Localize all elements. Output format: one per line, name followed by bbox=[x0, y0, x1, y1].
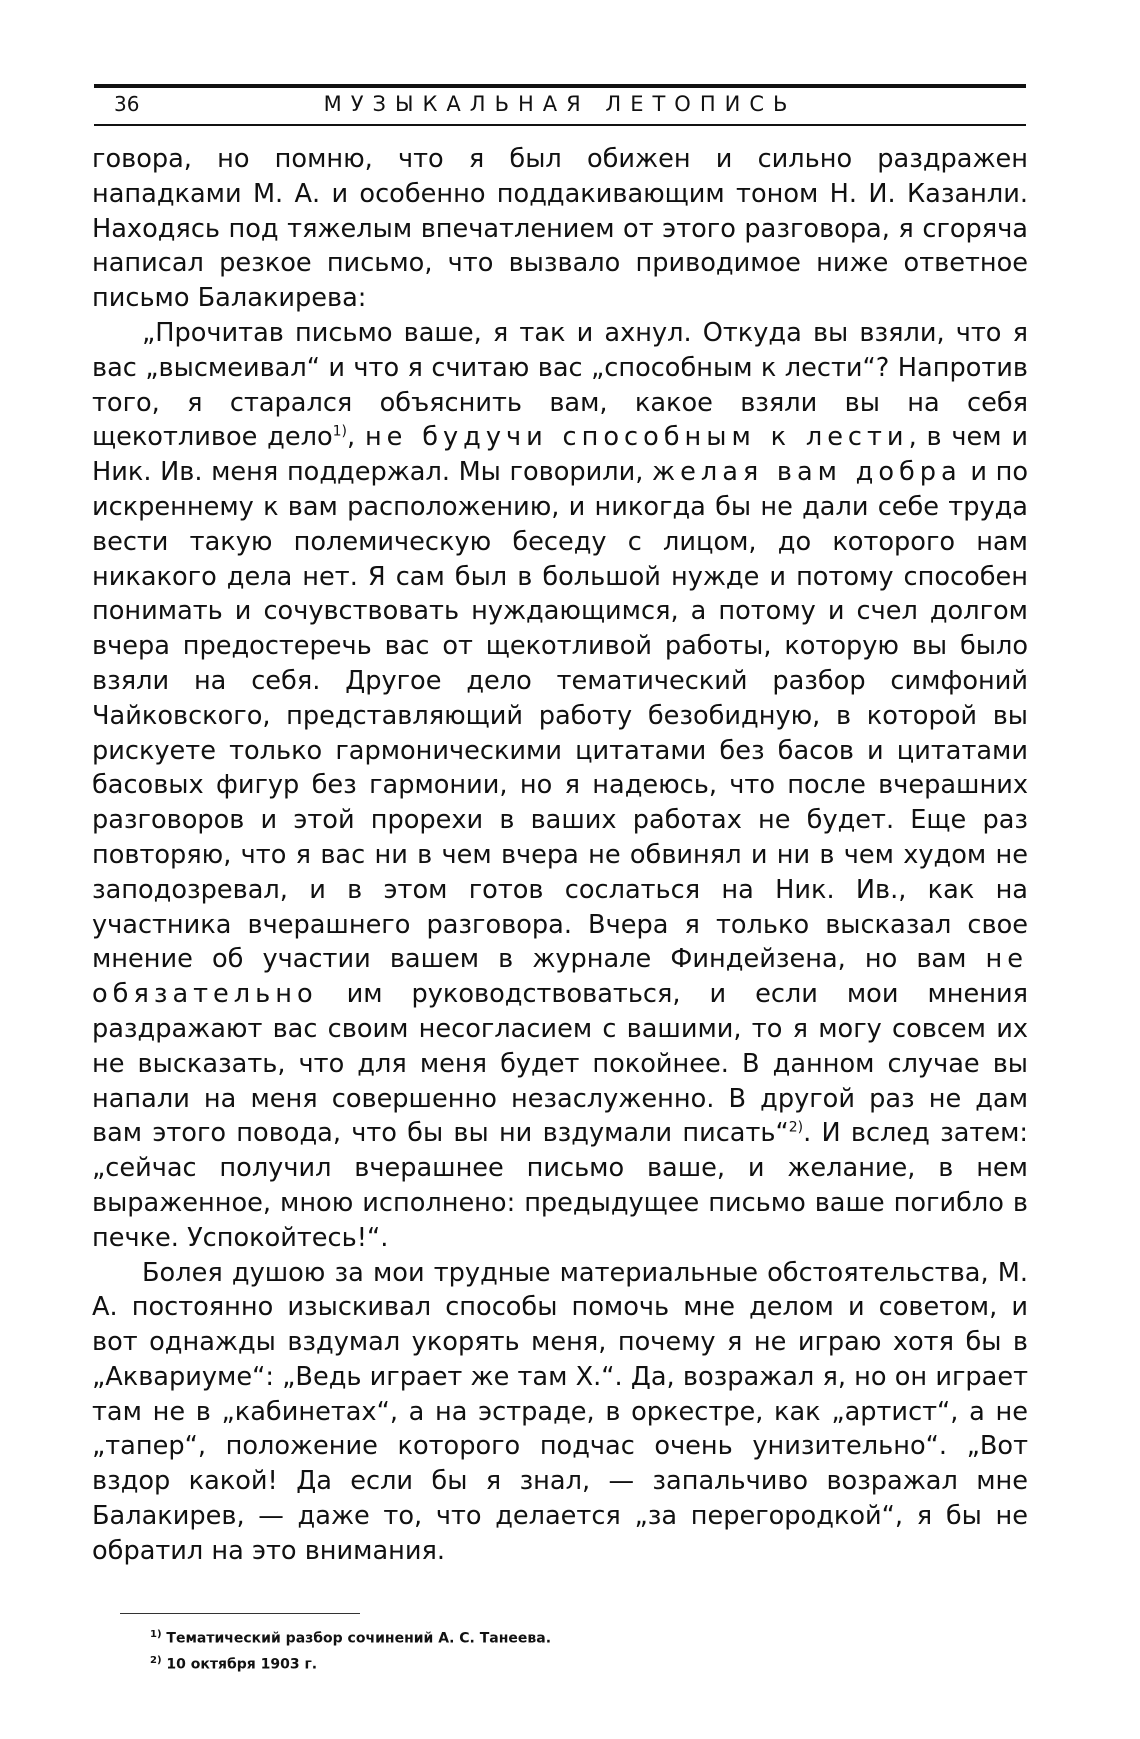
footnote-rule bbox=[120, 1613, 360, 1614]
footnotes bbox=[150, 1624, 850, 1675]
footnote-1-text: Тематический разбор сочинений А. С. Танеева. bbox=[166, 1630, 552, 1647]
page-number: 36 bbox=[114, 92, 140, 116]
footnote-ref-1: 1) bbox=[332, 423, 347, 440]
footnote-2-text: 10 октября 1903 г. bbox=[166, 1656, 318, 1673]
running-title: МУЗЫКАЛЬНАЯ ЛЕТОПИСЬ bbox=[323, 92, 797, 116]
footnote-2-mark: 2) bbox=[150, 1654, 162, 1666]
running-head bbox=[94, 92, 1026, 122]
header-top-rule bbox=[94, 84, 1026, 88]
paragraph-1: говора, но помню, что я был обижен и сильно раздражен нападками М. А. и особенно поддакивающим тоном Н. И. Казанли. Находясь под тяжелым впечатлением от этого разговора, я сгоряча написал резкое письмо, что вызвало приводимое ниже ответное письмо Балакирева: bbox=[92, 144, 1028, 314]
spaced-emphasis-2: желая вам добра bbox=[652, 457, 962, 488]
spaced-emphasis-1: не будучи способным к лести bbox=[364, 422, 909, 453]
letter-text-c: , в чем и Ник. Ив. меня поддержал. Мы говорили, bbox=[92, 422, 1028, 488]
letter-text-a: „Прочитав письмо ваше, я так и ахнул. Откуда вы взяли, что я вас „высмеивал“ и что я считаю вас „способным к лести“? Напротив того, я старался объяснить вам, какое взяли вы на себя щекотливое дело bbox=[92, 317, 1028, 453]
letter-text-e: им руководствоваться, и если мои мнения раздражают вас своим несогласием с вашими, то я могу совсем их не высказать, что для меня будет покойнее. В данном случае вы напали на меня совершенно незаслуженно. В другой раз не дам вам этого повода, что бы вы ни вздумали писать“ bbox=[92, 979, 1028, 1149]
footnote-1 bbox=[150, 1624, 850, 1650]
header-bottom-rule bbox=[94, 124, 1026, 126]
letter-text-f: . И вслед затем: „сейчас получил вчерашнее письмо ваше, и желание, в нем выраженное, мною исполнено: предыдущее письмо ваше погибло в печке. Успокойтесь!“. bbox=[92, 1118, 1028, 1253]
letter-text-b: , bbox=[347, 422, 365, 453]
footnote-ref-2: 2) bbox=[788, 1119, 804, 1136]
body-text bbox=[92, 142, 1028, 1569]
footnote-2 bbox=[150, 1650, 850, 1676]
paragraph-2-letter bbox=[92, 316, 1028, 1256]
spaced-emphasis-3: не обязательно bbox=[92, 944, 1028, 1010]
letter-text-d: и по искреннему к вам расположению, и никогда бы не дали себе труда вести такую полемическую беседу с лицом, до которого нам никакого дела нет. Я сам был в большой нужде и потому способен понимать и сочувствовать нуждающимся, а потому и счел долгом вчера предостеречь вас от щекотливой работы, которую вы было взяли на себя. Другое дело тематический разбор симфоний Чайковского, представляющий работу безобидную, в которой вы рискуете только гармоническими цитатами без басов и цитатами басовых фигур без гармонии, но я надеюсь, что после вчерашних разговоров и этой прорехи в ваших работах не будет. Еще раз повторяю, что я вас ни в чем вчера не обвинял и ни в чем худом не заподозревал, и в этом готов сослаться на Ник. Ив., как на участника вчерашнего разговора. Вчера я только высказал свое мнение об участии вашем в журнале Финдейзена, но вам bbox=[92, 457, 1029, 975]
paragraph-3: Болея душою за мои трудные материальные обстоятельства, М. А. постоянно изыскивал способы помочь мне делом и советом, и вот однажды вздумал укорять меня, почему я не играю хотя бы в „Аквариуме“: „Ведь играет же там Х.“. Да, возражал я, но он играет там не в „кабинетах“, а на эстраде, в оркестре, как „артист“, а не „тапер“, положение которого подчас очень унизительно“. „Вот вздор какой! Да если бы я знал, — запальчиво возражал мне Балакирев, — даже то, что делается „за перегородкой“, я бы не обратил на это внимания. bbox=[92, 1257, 1028, 1566]
footnote-1-mark: 1) bbox=[150, 1629, 162, 1640]
